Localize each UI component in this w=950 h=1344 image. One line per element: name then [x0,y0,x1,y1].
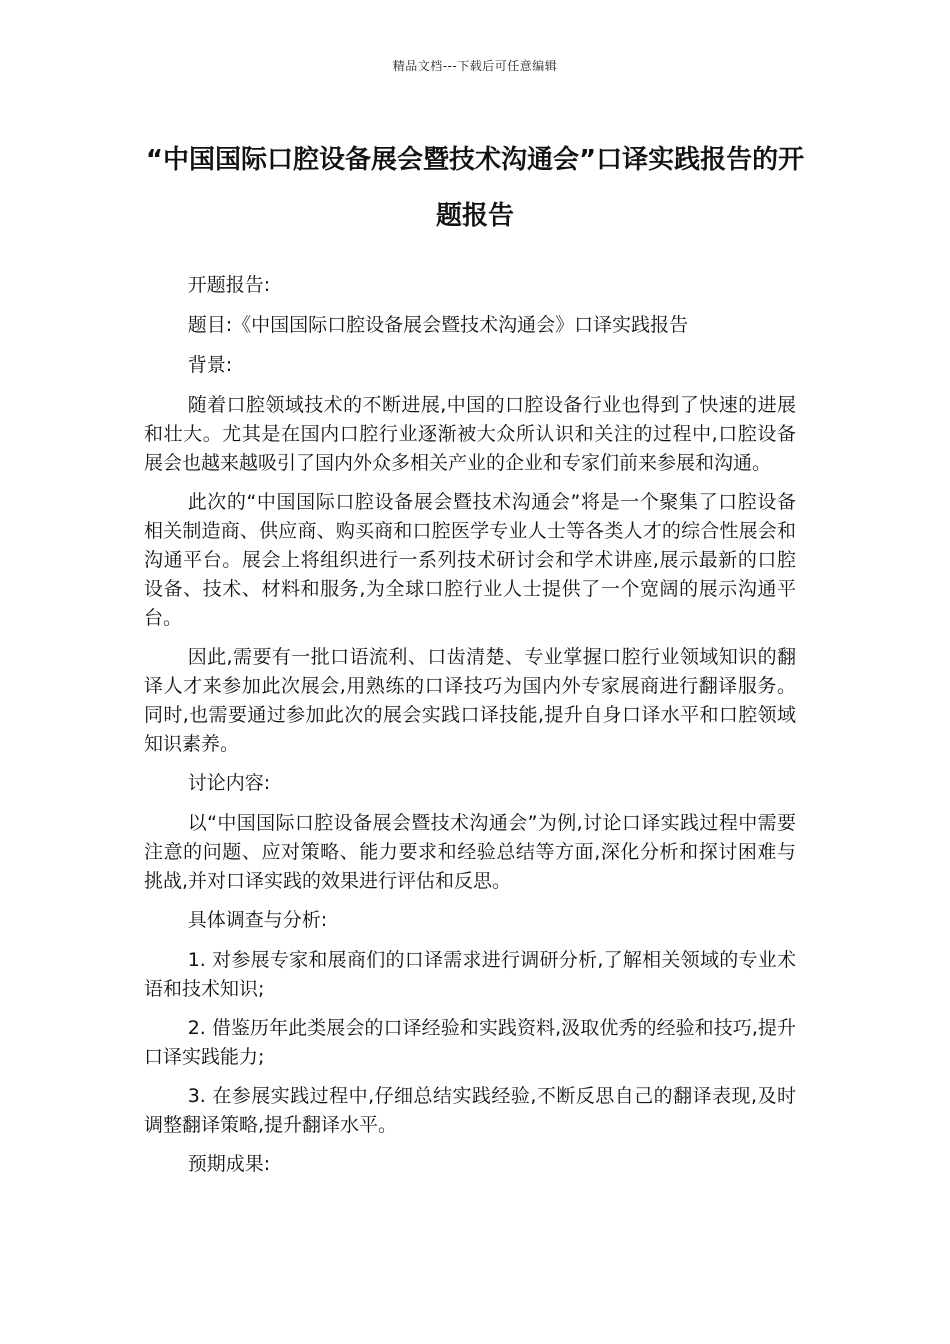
header-note: 精品文档---下载后可任意编辑 [392,59,558,73]
document-title: “中国国际口腔设备展会暨技术沟通会”口译实践报告的开题报告 [145,145,805,231]
section-label-analysis: 具体调查与分析: [187,909,328,931]
analysis-item-2: 2. 借鉴历年此类展会的口译经验和实践资料,汲取优秀的经验和技巧,提升口译实践能力; [144,1017,796,1068]
document-body [144,271,796,1190]
topic-line: 题目:《中国国际口腔设备展会暨技术沟通会》口译实践报告 [187,314,689,336]
background-paragraph-3: 因此,需要有一批口语流利、口齿清楚、专业掌握口腔行业领域知识的翻译人才来参加此次展会,用熟练的口译技巧为国内外专家展商进行翻译服务。同时,也需要通过参加此次的展会实践口译技能,提升自身口译水平和口腔领域知识素养。 [144,646,796,755]
background-paragraph-2: 此次的“中国国际口腔设备展会暨技术沟通会”将是一个聚集了口腔设备相关制造商、供应商、购买商和口腔医学专业人士等各类人才的综合性展会和沟通平台。展会上将组织进行一系列技术研讨会和学术讲座,展示最新的口腔设备、技术、材料和服务,为全球口腔行业人士提供了一个宽阔的展示沟通平台。 [144,491,796,629]
analysis-item-3: 3. 在参展实践过程中,仔细总结实践经验,不断反思自己的翻译表现,及时调整翻译策略,提升翻译水平。 [144,1085,796,1136]
background-paragraph-1: 随着口腔领域技术的不断进展,中国的口腔设备行业也得到了快速的进展和壮大。尤其是在国内口腔行业逐渐被大众所认识和关注的过程中,口腔设备展会也越来越吸引了国内外众多相关产业的企业和专家们前来参展和沟通。 [144,394,796,474]
discussion-paragraph: 以“中国国际口腔设备展会暨技术沟通会”为例,讨论口译实践过程中需要注意的问题、应对策略、能力要求和经验总结等方面,深化分析和探讨困难与挑战,并对口译实践的效果进行评估和反思。 [144,812,796,892]
section-label-proposal: 开题报告: [187,274,271,296]
section-label-discussion: 讨论内容: [187,772,271,794]
analysis-item-1: 1. 对参展专家和展商们的口译需求进行调研分析,了解相关领域的专业术语和技术知识; [144,949,796,1000]
section-label-background: 背景: [187,354,233,376]
section-label-expected-results: 预期成果: [187,1153,271,1175]
